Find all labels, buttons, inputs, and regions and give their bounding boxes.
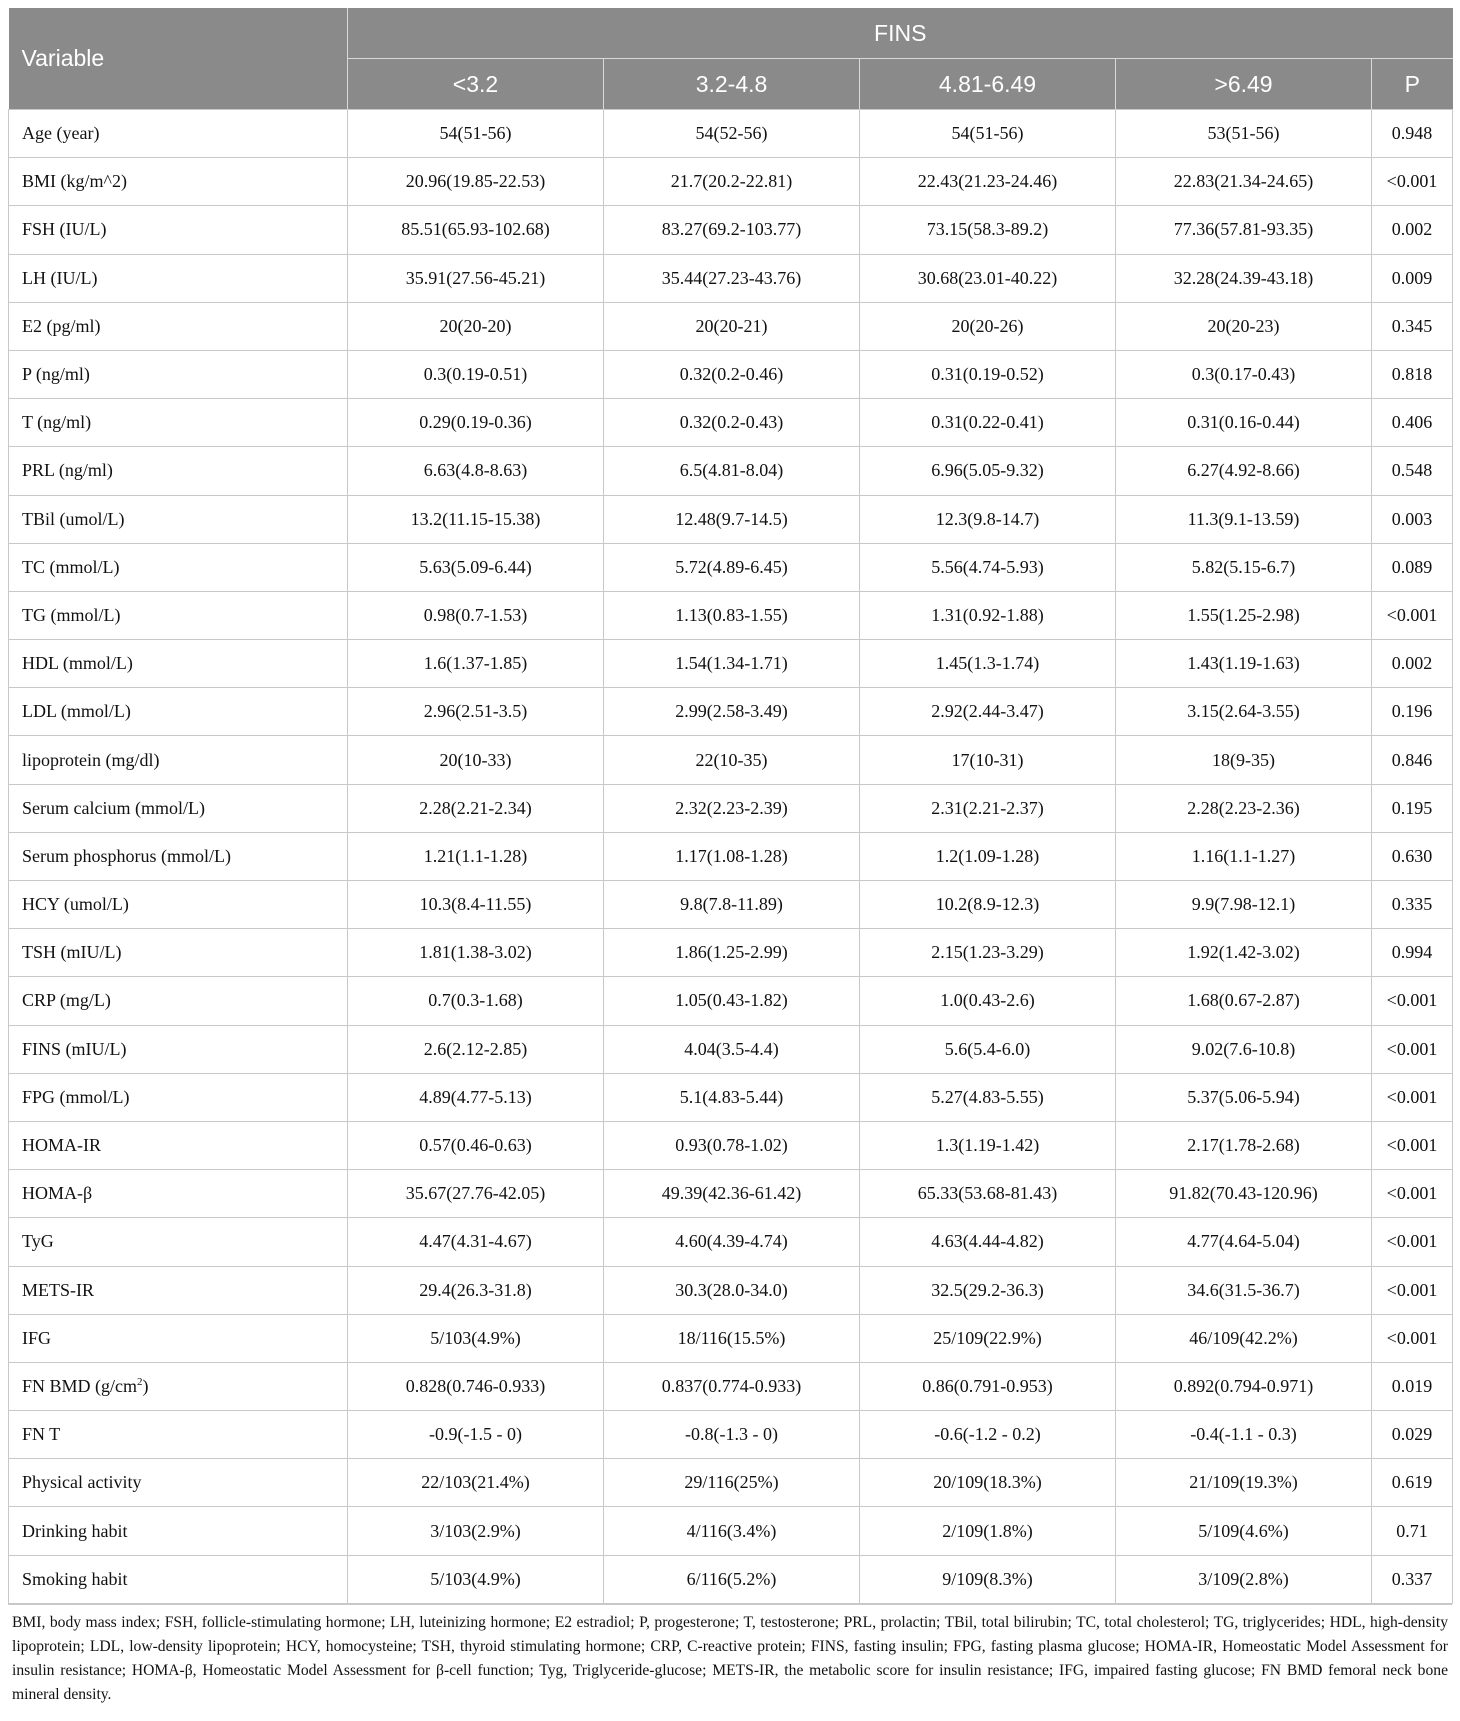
value-cell: 20(20-26) [860,302,1116,350]
value-cell: 5.6(5.4-6.0) [860,1025,1116,1073]
value-cell: 2.15(1.23-3.29) [860,929,1116,977]
p-value-cell: 0.345 [1372,302,1453,350]
row-label-text: BMI (kg/m^2) [22,171,127,192]
header-col-p: P [1372,59,1453,110]
row-label-text: TG (mmol/L) [22,604,121,625]
value-cell: -0.4(-1.1 - 0.3) [1116,1411,1372,1459]
row-label [9,350,348,398]
value-cell: 4.47(4.31-4.67) [348,1218,604,1266]
value-cell: 53(51-56) [1116,110,1372,158]
table-row [9,1459,1453,1507]
header-group-fins: FINS [348,8,1453,59]
p-value-cell: <0.001 [1372,591,1453,639]
value-cell: 1.45(1.3-1.74) [860,640,1116,688]
row-label [9,591,348,639]
value-cell: 4.77(4.64-5.04) [1116,1218,1372,1266]
value-cell: 2.28(2.23-2.36) [1116,784,1372,832]
value-cell: 0.837(0.774-0.933) [604,1362,860,1410]
table-row [9,1073,1453,1121]
value-cell: 5.82(5.15-6.7) [1116,543,1372,591]
value-cell: 25/109(22.9%) [860,1314,1116,1362]
value-cell: 0.3(0.17-0.43) [1116,350,1372,398]
value-cell: 5.72(4.89-6.45) [604,543,860,591]
value-cell: 9.02(7.6-10.8) [1116,1025,1372,1073]
table-row [9,110,1453,158]
value-cell: 6/116(5.2%) [604,1555,860,1603]
row-label [9,881,348,929]
value-cell: 0.32(0.2-0.43) [604,399,860,447]
row-label [9,447,348,495]
table-row [9,1218,1453,1266]
row-label [9,784,348,832]
value-cell: 35.91(27.56-45.21) [348,254,604,302]
table-row [9,302,1453,350]
value-cell: 2.28(2.21-2.34) [348,784,604,832]
value-cell: 1.54(1.34-1.71) [604,640,860,688]
p-value-cell: 0.406 [1372,399,1453,447]
value-cell: 0.57(0.46-0.63) [348,1121,604,1169]
table-row [9,495,1453,543]
row-label [9,206,348,254]
value-cell: 0.828(0.746-0.933) [348,1362,604,1410]
value-cell: 54(52-56) [604,110,860,158]
value-cell: 22.83(21.34-24.65) [1116,158,1372,206]
value-cell: 4.04(3.5-4.4) [604,1025,860,1073]
p-value-cell: 0.195 [1372,784,1453,832]
row-label-text: HOMA-β [22,1183,93,1204]
value-cell: 2.92(2.44-3.47) [860,688,1116,736]
table-row [9,350,1453,398]
p-value-cell: 0.335 [1372,881,1453,929]
value-cell: 17(10-31) [860,736,1116,784]
row-label-suffix: ) [142,1375,149,1396]
value-cell: 5.37(5.06-5.94) [1116,1073,1372,1121]
row-label [9,640,348,688]
value-cell: 0.31(0.22-0.41) [860,399,1116,447]
value-cell: 21/109(19.3%) [1116,1459,1372,1507]
p-value-cell: 0.994 [1372,929,1453,977]
row-label [9,1507,348,1555]
value-cell: 1.81(1.38-3.02) [348,929,604,977]
table-row [9,447,1453,495]
value-cell: 0.93(0.78-1.02) [604,1121,860,1169]
value-cell: 0.86(0.791-0.953) [860,1362,1116,1410]
value-cell: 1.86(1.25-2.99) [604,929,860,977]
header-col-3-2-4-8: 3.2-4.8 [604,59,860,110]
row-label [9,1170,348,1218]
row-label-text: LDL (mmol/L) [22,701,131,722]
value-cell: 35.67(27.76-42.05) [348,1170,604,1218]
row-label [9,254,348,302]
value-cell: 20(10-33) [348,736,604,784]
value-cell: 0.3(0.19-0.51) [348,350,604,398]
value-cell: 49.39(42.36-61.42) [604,1170,860,1218]
value-cell: 13.2(11.15-15.38) [348,495,604,543]
p-value-cell: 0.630 [1372,832,1453,880]
row-label [9,832,348,880]
value-cell: 2/109(1.8%) [860,1507,1116,1555]
row-label [9,977,348,1025]
table-row [9,832,1453,880]
value-cell: 2.6(2.12-2.85) [348,1025,604,1073]
row-label [9,1411,348,1459]
table-row [9,640,1453,688]
row-label [9,399,348,447]
row-label-text: LH (IU/L) [22,267,98,288]
table-header [9,8,1453,110]
value-cell: 20/109(18.3%) [860,1459,1116,1507]
p-value-cell: <0.001 [1372,1170,1453,1218]
value-cell: 22/103(21.4%) [348,1459,604,1507]
row-label-text: HCY (umol/L) [22,894,129,915]
value-cell: 6.96(5.05-9.32) [860,447,1116,495]
value-cell: 5/109(4.6%) [1116,1507,1372,1555]
value-cell: 1.13(0.83-1.55) [604,591,860,639]
value-cell: 3/109(2.8%) [1116,1555,1372,1603]
table-row [9,1266,1453,1314]
table-body [9,110,1453,1604]
value-cell: 2.96(2.51-3.5) [348,688,604,736]
value-cell: 5.56(4.74-5.93) [860,543,1116,591]
row-label [9,1555,348,1603]
value-cell: -0.9(-1.5 - 0) [348,1411,604,1459]
value-cell: 1.05(0.43-1.82) [604,977,860,1025]
value-cell: 22.43(21.23-24.46) [860,158,1116,206]
row-label-text: Drinking habit [22,1520,128,1541]
row-label-text: FN BMD (g/cm [22,1375,138,1396]
value-cell: 2.31(2.21-2.37) [860,784,1116,832]
row-label [9,1025,348,1073]
value-cell: 0.7(0.3-1.68) [348,977,604,1025]
value-cell: 5/103(4.9%) [348,1555,604,1603]
value-cell: 12.48(9.7-14.5) [604,495,860,543]
row-label-text: Age (year) [22,123,100,144]
row-label [9,1218,348,1266]
value-cell: 91.82(70.43-120.96) [1116,1170,1372,1218]
p-value-cell: <0.001 [1372,1218,1453,1266]
row-label [9,929,348,977]
row-label-text: lipoprotein (mg/dl) [22,749,160,770]
value-cell: 22(10-35) [604,736,860,784]
row-label-text: CRP (mg/L) [22,990,111,1011]
table-row [9,1170,1453,1218]
value-cell: 5.1(4.83-5.44) [604,1073,860,1121]
value-cell: 0.31(0.16-0.44) [1116,399,1372,447]
value-cell: 2.99(2.58-3.49) [604,688,860,736]
value-cell: 1.55(1.25-2.98) [1116,591,1372,639]
row-label [9,158,348,206]
p-value-cell: <0.001 [1372,1025,1453,1073]
value-cell: 20(20-21) [604,302,860,350]
row-label-text: E2 (pg/ml) [22,315,101,336]
value-cell: 30.68(23.01-40.22) [860,254,1116,302]
value-cell: 35.44(27.23-43.76) [604,254,860,302]
p-value-cell: 0.196 [1372,688,1453,736]
p-value-cell: <0.001 [1372,977,1453,1025]
table-row [9,254,1453,302]
value-cell: 9/109(8.3%) [860,1555,1116,1603]
table-row [9,1411,1453,1459]
table-row [9,1362,1453,1410]
value-cell: 21.7(20.2-22.81) [604,158,860,206]
p-value-cell: 0.002 [1372,640,1453,688]
p-value-cell: 0.71 [1372,1507,1453,1555]
p-value-cell: <0.001 [1372,1314,1453,1362]
table-row [9,399,1453,447]
table-footnote: BMI, body mass index; FSH, follicle-stimulating hormone; LH, luteinizing hormone; E2 estradiol; P, progesterone; T, testosterone; PRL, prolactin; TBil, total bilirubin; TC, total cholesterol; TG, triglycerides; HDL, high-density lipoprotein; LDL, low-density lipoprotein; HCY, homocysteine; TSH, thyroid stimulating hormone; CRP, C-reactive protein; FINS, fasting insulin; FPG, fasting plasma glucose; HOMA-IR, Homeostatic Model Assessment for insulin resistance; HOMA-β, Homeostatic Model Assessment for β-cell function; Tyg, Triglyceride-glucose; METS-IR, the metabolic score for insulin resistance; IFG, impaired fasting glucose; FN BMD femoral neck bone mineral density. [8,1604,1452,1707]
value-cell: 1.6(1.37-1.85) [348,640,604,688]
value-cell: 6.27(4.92-8.66) [1116,447,1372,495]
value-cell: 5.63(5.09-6.44) [348,543,604,591]
value-cell: 10.2(8.9-12.3) [860,881,1116,929]
value-cell: -0.6(-1.2 - 0.2) [860,1411,1116,1459]
value-cell: 6.63(4.8-8.63) [348,447,604,495]
row-label [9,1121,348,1169]
table-row [9,1025,1453,1073]
value-cell: 0.29(0.19-0.36) [348,399,604,447]
value-cell: 54(51-56) [348,110,604,158]
table-row [9,1121,1453,1169]
value-cell: 20(20-23) [1116,302,1372,350]
value-cell: 73.15(58.3-89.2) [860,206,1116,254]
p-value-cell: 0.003 [1372,495,1453,543]
value-cell: 46/109(42.2%) [1116,1314,1372,1362]
value-cell: 85.51(65.93-102.68) [348,206,604,254]
row-label [9,110,348,158]
value-cell: 2.32(2.23-2.39) [604,784,860,832]
value-cell: 3.15(2.64-3.55) [1116,688,1372,736]
value-cell: 12.3(9.8-14.7) [860,495,1116,543]
value-cell: 11.3(9.1-13.59) [1116,495,1372,543]
row-label-text: HDL (mmol/L) [22,653,133,674]
row-label [9,1266,348,1314]
row-label-text: FSH (IU/L) [22,219,107,240]
value-cell: 10.3(8.4-11.55) [348,881,604,929]
value-cell: 29.4(26.3-31.8) [348,1266,604,1314]
p-value-cell: 0.029 [1372,1411,1453,1459]
value-cell: 1.0(0.43-2.6) [860,977,1116,1025]
row-label-text: FPG (mmol/L) [22,1086,130,1107]
row-label-text: P (ng/ml) [22,364,90,385]
value-cell: 34.6(31.5-36.7) [1116,1266,1372,1314]
p-value-cell: <0.001 [1372,158,1453,206]
row-label-text: IFG [22,1327,52,1348]
value-cell: 32.28(24.39-43.18) [1116,254,1372,302]
value-cell: 0.31(0.19-0.52) [860,350,1116,398]
value-cell: 29/116(25%) [604,1459,860,1507]
row-label [9,1459,348,1507]
p-value-cell: <0.001 [1372,1266,1453,1314]
table-row [9,688,1453,736]
value-cell: 1.17(1.08-1.28) [604,832,860,880]
p-value-cell: <0.001 [1372,1073,1453,1121]
value-cell: 6.5(4.81-8.04) [604,447,860,495]
value-cell: 1.2(1.09-1.28) [860,832,1116,880]
row-label [9,543,348,591]
value-cell: 1.21(1.1-1.28) [348,832,604,880]
header-col-lt-3-2: <3.2 [348,59,604,110]
row-label [9,495,348,543]
table-row [9,929,1453,977]
row-label-text: METS-IR [22,1279,94,1300]
header-col-gt-6-49: >6.49 [1116,59,1372,110]
value-cell: 0.98(0.7-1.53) [348,591,604,639]
value-cell: 1.16(1.1-1.27) [1116,832,1372,880]
value-cell: 4.60(4.39-4.74) [604,1218,860,1266]
row-label-superscript: 2 [137,1375,143,1388]
p-value-cell: 0.089 [1372,543,1453,591]
row-label-text: TyG [22,1231,54,1252]
row-label-text: Serum calcium (mmol/L) [22,797,205,818]
row-label [9,1314,348,1362]
row-label-text: Serum phosphorus (mmol/L) [22,845,231,866]
row-label-text: FINS (mIU/L) [22,1038,127,1059]
value-cell: 1.43(1.19-1.63) [1116,640,1372,688]
p-value-cell: 0.619 [1372,1459,1453,1507]
row-label-text: FN T [22,1424,61,1445]
table-row [9,591,1453,639]
table-row [9,736,1453,784]
data-table [8,8,1453,1604]
row-label [9,302,348,350]
table-row [9,977,1453,1025]
value-cell: 9.9(7.98-12.1) [1116,881,1372,929]
p-value-cell: 0.019 [1372,1362,1453,1410]
table-row [9,158,1453,206]
value-cell: 4.63(4.44-4.82) [860,1218,1116,1266]
table-row [9,1314,1453,1362]
value-cell: 1.92(1.42-3.02) [1116,929,1372,977]
header-col-4-81-6-49: 4.81-6.49 [860,59,1116,110]
row-label-text: Physical activity [22,1472,142,1493]
value-cell: 1.3(1.19-1.42) [860,1121,1116,1169]
row-label-text: TC (mmol/L) [22,556,120,577]
value-cell: -0.8(-1.3 - 0) [604,1411,860,1459]
table-row [9,206,1453,254]
table-row [9,1555,1453,1603]
value-cell: 3/103(2.9%) [348,1507,604,1555]
row-label [9,1362,348,1410]
row-label [9,688,348,736]
value-cell: 32.5(29.2-36.3) [860,1266,1116,1314]
row-label-text: TSH (mIU/L) [22,942,122,963]
value-cell: 18/116(15.5%) [604,1314,860,1362]
p-value-cell: <0.001 [1372,1121,1453,1169]
row-label [9,1073,348,1121]
row-label-text: Smoking habit [22,1568,128,1589]
row-label-text: T (ng/ml) [22,412,92,433]
value-cell: 83.27(69.2-103.77) [604,206,860,254]
table-row [9,881,1453,929]
header-variable: Variable [9,8,348,110]
value-cell: 0.892(0.794-0.971) [1116,1362,1372,1410]
table-row [9,543,1453,591]
value-cell: 4.89(4.77-5.13) [348,1073,604,1121]
value-cell: 1.31(0.92-1.88) [860,591,1116,639]
value-cell: 30.3(28.0-34.0) [604,1266,860,1314]
value-cell: 77.36(57.81-93.35) [1116,206,1372,254]
row-label-text: PRL (ng/ml) [22,460,113,481]
table-container [8,8,1452,1707]
value-cell: 5.27(4.83-5.55) [860,1073,1116,1121]
value-cell: 5/103(4.9%) [348,1314,604,1362]
p-value-cell: 0.548 [1372,447,1453,495]
value-cell: 20.96(19.85-22.53) [348,158,604,206]
p-value-cell: 0.846 [1372,736,1453,784]
value-cell: 65.33(53.68-81.43) [860,1170,1116,1218]
value-cell: 0.32(0.2-0.46) [604,350,860,398]
value-cell: 2.17(1.78-2.68) [1116,1121,1372,1169]
p-value-cell: 0.002 [1372,206,1453,254]
p-value-cell: 0.818 [1372,350,1453,398]
p-value-cell: 0.009 [1372,254,1453,302]
row-label [9,736,348,784]
table-row [9,784,1453,832]
value-cell: 4/116(3.4%) [604,1507,860,1555]
value-cell: 18(9-35) [1116,736,1372,784]
p-value-cell: 0.337 [1372,1555,1453,1603]
value-cell: 20(20-20) [348,302,604,350]
value-cell: 1.68(0.67-2.87) [1116,977,1372,1025]
value-cell: 54(51-56) [860,110,1116,158]
table-row [9,1507,1453,1555]
value-cell: 9.8(7.8-11.89) [604,881,860,929]
row-label-text: TBil (umol/L) [22,508,125,529]
p-value-cell: 0.948 [1372,110,1453,158]
row-label-text: HOMA-IR [22,1135,101,1156]
